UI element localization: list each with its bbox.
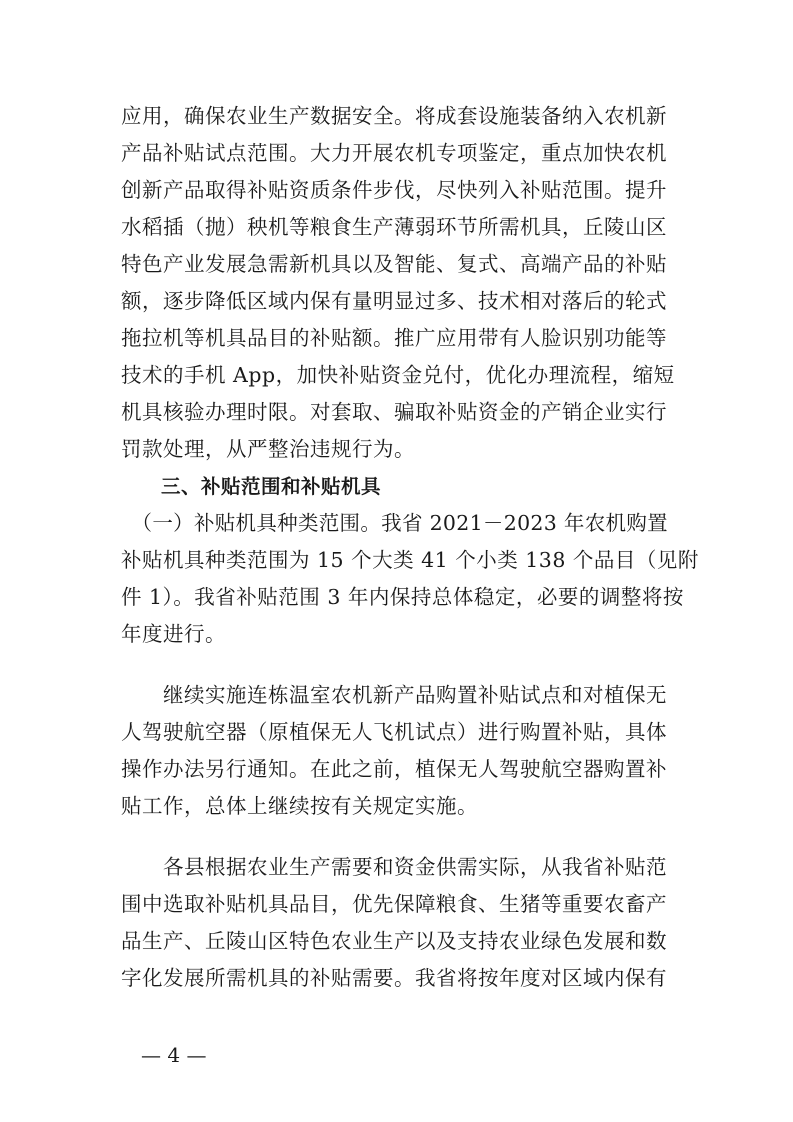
section-heading bbox=[121, 468, 681, 505]
document-body bbox=[121, 98, 699, 997]
text-line: 贴工作，总体上继续按有关规定实施。 bbox=[121, 794, 478, 818]
text-line: 补贴机具种类范围为 15 个大类 41 个小类 138 个品目（见附 bbox=[121, 548, 699, 572]
page-number: — 4 — bbox=[141, 1043, 207, 1067]
text-line: 技术的手机 App，加快补贴资金兑付，优化办理流程，缩短 bbox=[121, 363, 675, 387]
text-line: 人驾驶航空器（原植保无人飞机试点）进行购置补贴，具体 bbox=[121, 720, 667, 744]
paragraph bbox=[121, 98, 681, 468]
text-line: 继续实施连栋温室农机新产品购置补贴试点和对植保无 bbox=[121, 683, 667, 707]
paragraph-gap bbox=[121, 825, 681, 849]
text-line: 年度进行。 bbox=[121, 622, 226, 646]
text-line: 额，逐步降低区域内保有量明显过多、技术相对落后的轮式 bbox=[121, 289, 667, 313]
text-line: （一）补贴机具种类范围。我省 2021－2023 年农机购置 bbox=[121, 511, 668, 535]
paragraph-gap bbox=[121, 653, 681, 677]
text-line: 品生产、丘陵山区特色农业生产以及支持农业绿色发展和数 bbox=[121, 929, 667, 953]
paragraph bbox=[121, 677, 681, 825]
text-line: 水稻插（抛）秧机等粮食生产薄弱环节所需机具，丘陵山区 bbox=[121, 215, 667, 239]
text-line: 各县根据农业生产需要和资金供需实际，从我省补贴范 bbox=[121, 855, 667, 879]
text-line: 围中选取补贴机具品目，优先保障粮食、生猪等重要农畜产 bbox=[121, 892, 667, 916]
text-line: 罚款处理，从严整治违规行为。 bbox=[121, 437, 415, 461]
text-line: 应用，确保农业生产数据安全。将成套设施装备纳入农机新 bbox=[121, 104, 667, 128]
text-line: 字化发展所需机具的补贴需要。我省将按年度对区域内保有 bbox=[121, 966, 667, 990]
text-line: 拖拉机等机具品目的补贴额。推广应用带有人脸识别功能等 bbox=[121, 326, 667, 350]
text-line: 操作办法另行通知。在此之前，植保无人驾驶航空器购置补 bbox=[121, 757, 667, 781]
paragraph bbox=[121, 849, 681, 997]
paragraph bbox=[121, 505, 699, 653]
text-line: 创新产品取得补贴资质条件步伐，尽快列入补贴范围。提升 bbox=[121, 178, 667, 202]
text-line: 产品补贴试点范围。大力开展农机专项鉴定，重点加快农机 bbox=[121, 141, 667, 165]
text-line: 特色产业发展急需新机具以及智能、复式、高端产品的补贴 bbox=[121, 252, 667, 276]
text-line: 机具核验办理时限。对套取、骗取补贴资金的产销企业实行 bbox=[121, 400, 667, 424]
section-heading-text: 三、补贴范围和补贴机具 bbox=[121, 475, 382, 498]
text-line: 件 1）。我省补贴范围 3 年内保持总体稳定，必要的调整将按 bbox=[121, 585, 684, 609]
